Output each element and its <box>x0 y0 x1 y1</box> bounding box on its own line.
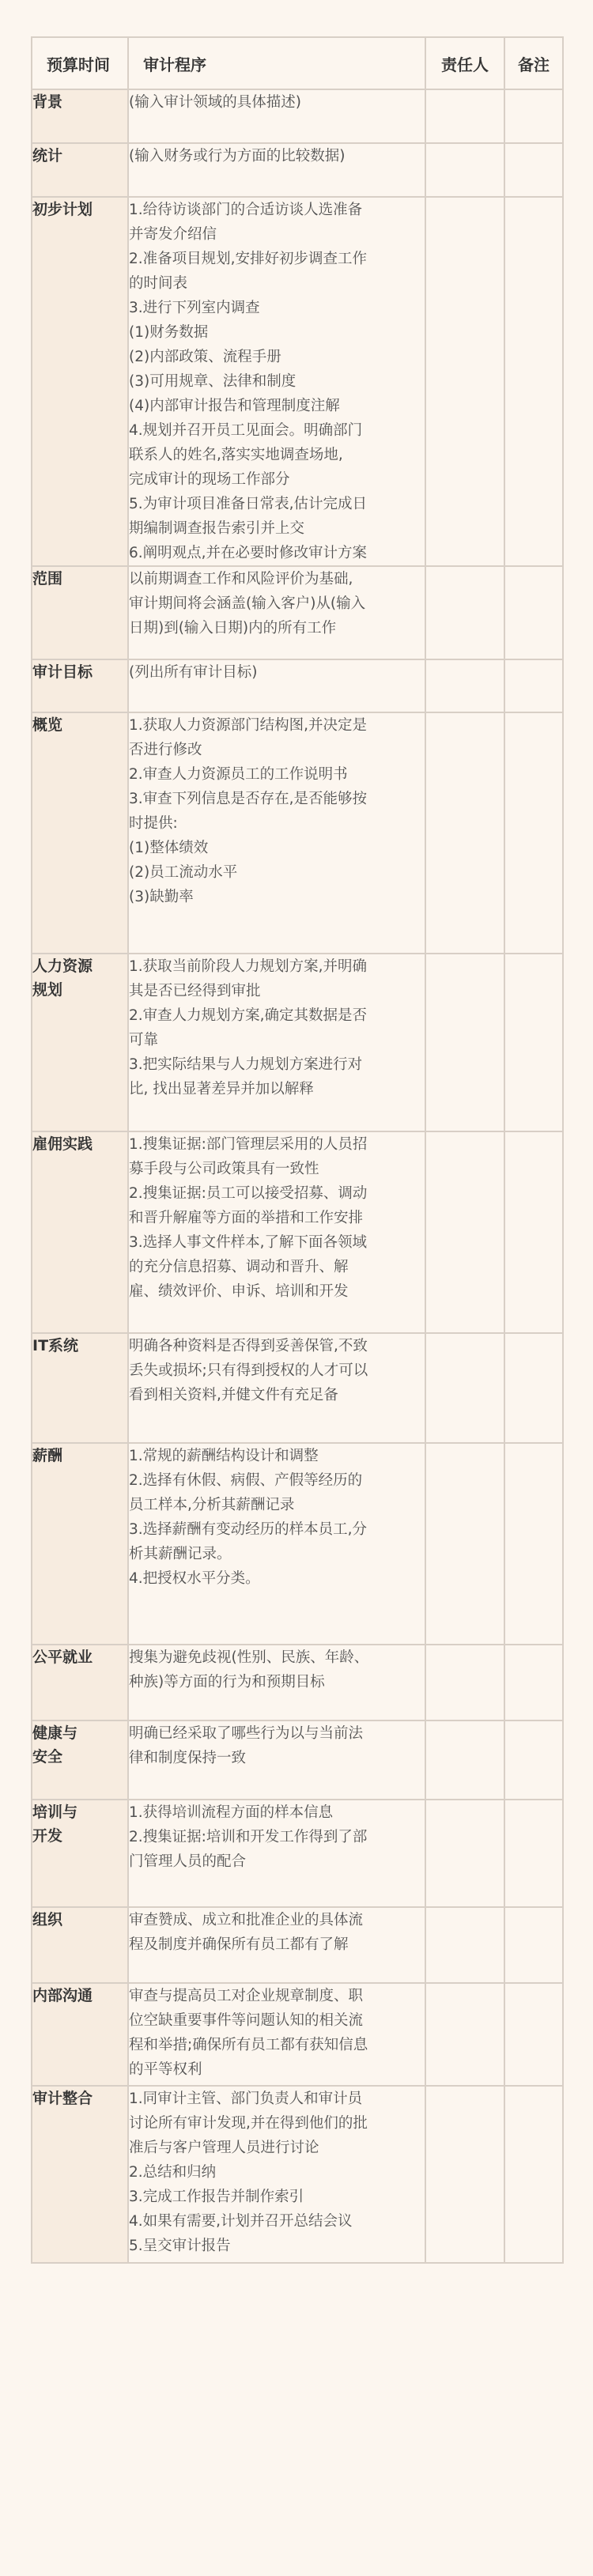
row-procedure <box>128 712 425 954</box>
row-responsible-cell[interactable] <box>425 1443 504 1645</box>
procedure-line: 1.同审计主管、部门负责人和审计员 <box>129 2091 363 2107</box>
table-row <box>32 143 563 197</box>
category-line: 健康与 <box>32 1724 78 1742</box>
row-remarks-cell[interactable] <box>504 1907 563 1983</box>
row-responsible-cell[interactable] <box>425 566 504 659</box>
procedure-line: 6.阐明观点,并在必要时修改审计方案 <box>129 545 368 561</box>
category-line: 审计目标 <box>32 663 93 681</box>
procedure-line: 和晋升解雇等方面的举措和工作安排 <box>129 1210 364 1226</box>
procedure-line: 比, 找出显著差异并加以解释 <box>129 1081 314 1097</box>
table-row <box>32 197 563 566</box>
row-responsible-cell[interactable] <box>425 143 504 197</box>
row-procedure <box>128 1983 425 2086</box>
row-responsible-cell[interactable] <box>425 1907 504 1983</box>
row-procedure <box>128 143 425 197</box>
procedure-line: (1)财务数据 <box>129 324 209 341</box>
category-line: 规划 <box>32 981 63 999</box>
procedure-line: 程及制度并确保所有员工都有了解 <box>129 1936 349 1953</box>
procedure-line: 2.选择有休假、病假、产假等经历的 <box>129 1472 363 1489</box>
row-remarks-cell[interactable] <box>504 659 563 712</box>
category-line: 初步计划 <box>32 201 93 218</box>
row-procedure <box>128 1720 425 1800</box>
table-row <box>32 1645 563 1720</box>
row-procedure <box>128 1645 425 1720</box>
row-procedure <box>128 1443 425 1645</box>
procedure-line: 审查赞成、成立和批准企业的具体流 <box>129 1912 364 1928</box>
header-row <box>32 37 563 89</box>
procedure-line: 募手段与公司政策具有一致性 <box>129 1161 319 1177</box>
procedure-line: (1)整体绩效 <box>129 840 209 856</box>
procedure-line: 并寄发介绍信 <box>129 226 217 243</box>
row-remarks-cell[interactable] <box>504 1131 563 1333</box>
procedure-line: 3.进行下列室内调查 <box>129 300 260 316</box>
procedure-line: 种族)等方面的行为和预期目标 <box>129 1674 325 1690</box>
category-line: 审计整合 <box>32 2090 93 2107</box>
category-line: 开发 <box>32 1827 63 1845</box>
row-responsible-cell[interactable] <box>425 2086 504 2263</box>
row-remarks-cell[interactable] <box>504 566 563 659</box>
table-row <box>32 659 563 712</box>
row-procedure <box>128 2086 425 2263</box>
row-remarks-cell[interactable] <box>504 1720 563 1800</box>
category-line: 安全 <box>32 1748 63 1766</box>
procedure-line: 明确各种资料是否得到妥善保管,不致 <box>129 1338 368 1354</box>
procedure-line: 析其薪酬记录。 <box>129 1546 232 1562</box>
procedure-line: 2.搜集证据:员工可以接受招募、调动 <box>129 1185 368 1202</box>
category-line: 人力资源 <box>32 958 93 975</box>
procedure-line: 否进行修改 <box>129 742 202 758</box>
procedure-line: 1.给待访谈部门的合适访谈人选准备 <box>129 202 363 218</box>
procedure-line: 的充分信息招募、调动和晋升、解 <box>129 1259 349 1275</box>
table-row <box>32 1443 563 1645</box>
procedure-line: 2.审查人力规划方案,确定其数据是否 <box>129 1007 368 1024</box>
row-remarks-cell[interactable] <box>504 1800 563 1907</box>
procedure-line: (2)员工流动水平 <box>129 864 238 881</box>
row-responsible-cell[interactable] <box>425 197 504 566</box>
row-remarks-cell[interactable] <box>504 2086 563 2263</box>
table-row <box>32 1333 563 1443</box>
procedure-line: (列出所有审计目标) <box>129 664 258 681</box>
procedure-line: 看到相关资料,并健文件有充足备 <box>129 1387 338 1403</box>
procedure-line: 搜集为避免歧视(性别、民族、年龄、 <box>129 1649 369 1666</box>
procedure-line: 1.获得培训流程方面的样本信息 <box>129 1804 334 1821</box>
row-category <box>32 1333 128 1443</box>
procedure-line: 员工样本,分析其薪酬记录 <box>129 1497 295 1513</box>
table-row <box>32 712 563 954</box>
row-remarks-cell[interactable] <box>504 143 563 197</box>
row-procedure <box>128 1131 425 1333</box>
row-procedure <box>128 89 425 143</box>
procedure-line: 3.选择人事文件样本,了解下面各领域 <box>129 1234 368 1251</box>
row-procedure <box>128 197 425 566</box>
row-responsible-cell[interactable] <box>425 1131 504 1333</box>
category-line: 雇佣实践 <box>32 1135 93 1153</box>
category-line: 组织 <box>32 1911 63 1928</box>
procedure-line: 程和举措;确保所有员工都有获知信息 <box>129 2037 368 2053</box>
procedure-line: 4.把授权水平分类。 <box>129 1570 260 1587</box>
procedure-line: 2.搜集证据:培训和开发工作得到了部 <box>129 1829 368 1845</box>
row-responsible-cell[interactable] <box>425 1800 504 1907</box>
procedure-line: 雇、绩效评价、申诉、培训和开发 <box>129 1283 349 1300</box>
procedure-line: 2.总结和归纳 <box>129 2164 217 2181</box>
row-category <box>32 566 128 659</box>
row-category <box>32 1645 128 1720</box>
row-procedure <box>128 566 425 659</box>
procedure-line: 4.如果有需要,计划并召开总结会议 <box>129 2213 353 2230</box>
procedure-line: 以前期调查工作和风险评价为基础, <box>129 571 353 587</box>
procedure-line: 准后与客户管理人员进行讨论 <box>129 2140 319 2156</box>
row-category <box>32 1720 128 1800</box>
procedure-line: 联系人的姓名,落实实地调查场地, <box>129 447 343 463</box>
table-row <box>32 1983 563 2086</box>
row-remarks-cell[interactable] <box>504 89 563 143</box>
row-category <box>32 712 128 954</box>
row-responsible-cell[interactable] <box>425 954 504 1131</box>
category-line: 培训与 <box>32 1804 78 1821</box>
procedure-line: 的平等权利 <box>129 2061 202 2078</box>
table-row <box>32 1720 563 1800</box>
row-category <box>32 1800 128 1907</box>
procedure-line: 4.规划并召开员工见面会。明确部门 <box>129 422 363 439</box>
row-category <box>32 1443 128 1645</box>
row-remarks-cell[interactable] <box>504 712 563 954</box>
category-line: 内部沟通 <box>32 1987 93 2004</box>
row-remarks-cell[interactable] <box>504 1333 563 1443</box>
row-procedure <box>128 1333 425 1443</box>
category-line: 公平就业 <box>32 1649 93 1666</box>
procedure-line: 1.搜集证据:部门管理层采用的人员招 <box>129 1136 368 1153</box>
row-category <box>32 954 128 1131</box>
table-row <box>32 954 563 1131</box>
procedure-line: 3.审查下列信息是否存在,是否能够按 <box>129 791 368 807</box>
procedure-line: 讨论所有审计发现,并在得到他们的批 <box>129 2115 368 2132</box>
row-responsible-cell[interactable] <box>425 89 504 143</box>
row-category <box>32 659 128 712</box>
table-row <box>32 566 563 659</box>
row-remarks-cell[interactable] <box>504 1983 563 2086</box>
row-procedure <box>128 1800 425 1907</box>
procedure-line: 完成审计的现场工作部分 <box>129 471 290 488</box>
row-category <box>32 143 128 197</box>
row-responsible-cell[interactable] <box>425 1645 504 1720</box>
row-procedure <box>128 1907 425 1983</box>
procedure-line: 可靠 <box>129 1032 159 1048</box>
procedure-line: 1.获取人力资源部门结构图,并决定是 <box>129 717 368 734</box>
row-remarks-cell[interactable] <box>504 1443 563 1645</box>
procedure-line: (3)可用规章、法律和制度 <box>129 373 296 390</box>
procedure-line: 时提供: <box>129 815 178 832</box>
row-remarks-cell[interactable] <box>504 197 563 566</box>
procedure-line: 审查与提高员工对企业规章制度、职 <box>129 1988 364 2004</box>
procedure-line: 律和制度保持一致 <box>129 1750 247 1766</box>
table-row <box>32 1131 563 1333</box>
header-audit-procedure: 审计程序 <box>128 37 425 89</box>
category-line: 背景 <box>32 93 63 111</box>
row-remarks-cell[interactable] <box>504 1645 563 1720</box>
procedure-line: 1.常规的薪酬结构设计和调整 <box>129 1448 319 1464</box>
row-responsible-cell[interactable] <box>425 1983 504 2086</box>
procedure-line: (输入财务或行为方面的比较数据) <box>129 148 346 164</box>
row-category <box>32 1907 128 1983</box>
procedure-line: 日期)到(输入日期)内的所有工作 <box>129 620 337 636</box>
procedure-line: 的时间表 <box>129 275 188 292</box>
row-responsible-cell[interactable] <box>425 1333 504 1443</box>
procedure-line: 门管理人员的配合 <box>129 1853 247 1870</box>
procedure-line: 丢失或损坏;只有得到授权的人才可以 <box>129 1362 368 1379</box>
row-remarks-cell[interactable] <box>504 954 563 1131</box>
procedure-line: 位空缺重要事件等问题认知的相关流 <box>129 2012 364 2029</box>
header-budget-time: 预算时间 <box>32 37 128 89</box>
procedure-line: (输入审计领域的具体描述) <box>129 94 301 111</box>
procedure-line: (3)缺勤率 <box>129 889 194 905</box>
row-procedure <box>128 659 425 712</box>
procedure-line: 1.获取当前阶段人力规划方案,并明确 <box>129 958 368 975</box>
row-category <box>32 2086 128 2263</box>
row-category <box>32 1131 128 1333</box>
audit-program-table <box>31 36 564 2264</box>
procedure-line: 明确已经采取了哪些行为以与当前法 <box>129 1725 364 1742</box>
table-row <box>32 2086 563 2263</box>
procedure-line: 2.准备项目规划,安排好初步调查工作 <box>129 251 368 267</box>
procedure-line: 审计期间将会涵盖(输入客户)从(输入 <box>129 595 366 612</box>
row-category <box>32 197 128 566</box>
procedure-line: 3.选择薪酬有变动经历的样本员工,分 <box>129 1521 368 1538</box>
category-line: 范围 <box>32 570 63 587</box>
table-row <box>32 89 563 143</box>
header-responsible-person: 责任人 <box>425 37 504 89</box>
row-responsible-cell[interactable] <box>425 712 504 954</box>
procedure-line: 3.把实际结果与人力规划方案进行对 <box>129 1056 363 1073</box>
procedure-line: 5.为审计项目准备日常表,估计完成日 <box>129 496 368 512</box>
category-line: 统计 <box>32 147 63 164</box>
procedure-line: 5.呈交审计报告 <box>129 2238 231 2254</box>
category-line: 薪酬 <box>32 1447 63 1464</box>
category-line: 概览 <box>32 716 63 734</box>
procedure-line: (2)内部政策、流程手册 <box>129 349 281 365</box>
row-responsible-cell[interactable] <box>425 659 504 712</box>
header-remarks: 备注 <box>504 37 563 89</box>
category-line: IT系统 <box>32 1337 79 1354</box>
row-procedure <box>128 954 425 1131</box>
procedure-line: 其是否已经得到审批 <box>129 983 261 999</box>
procedure-line: (4)内部审计报告和管理制度注解 <box>129 398 340 414</box>
procedure-line: 2.审查人力资源员工的工作说明书 <box>129 766 348 783</box>
row-category <box>32 1983 128 2086</box>
procedure-line: 期编制调查报告索引并上交 <box>129 520 305 537</box>
table-row <box>32 1907 563 1983</box>
table-row <box>32 1800 563 1907</box>
procedure-line: 3.完成工作报告并制作索引 <box>129 2189 304 2205</box>
row-category <box>32 89 128 143</box>
row-responsible-cell[interactable] <box>425 1720 504 1800</box>
